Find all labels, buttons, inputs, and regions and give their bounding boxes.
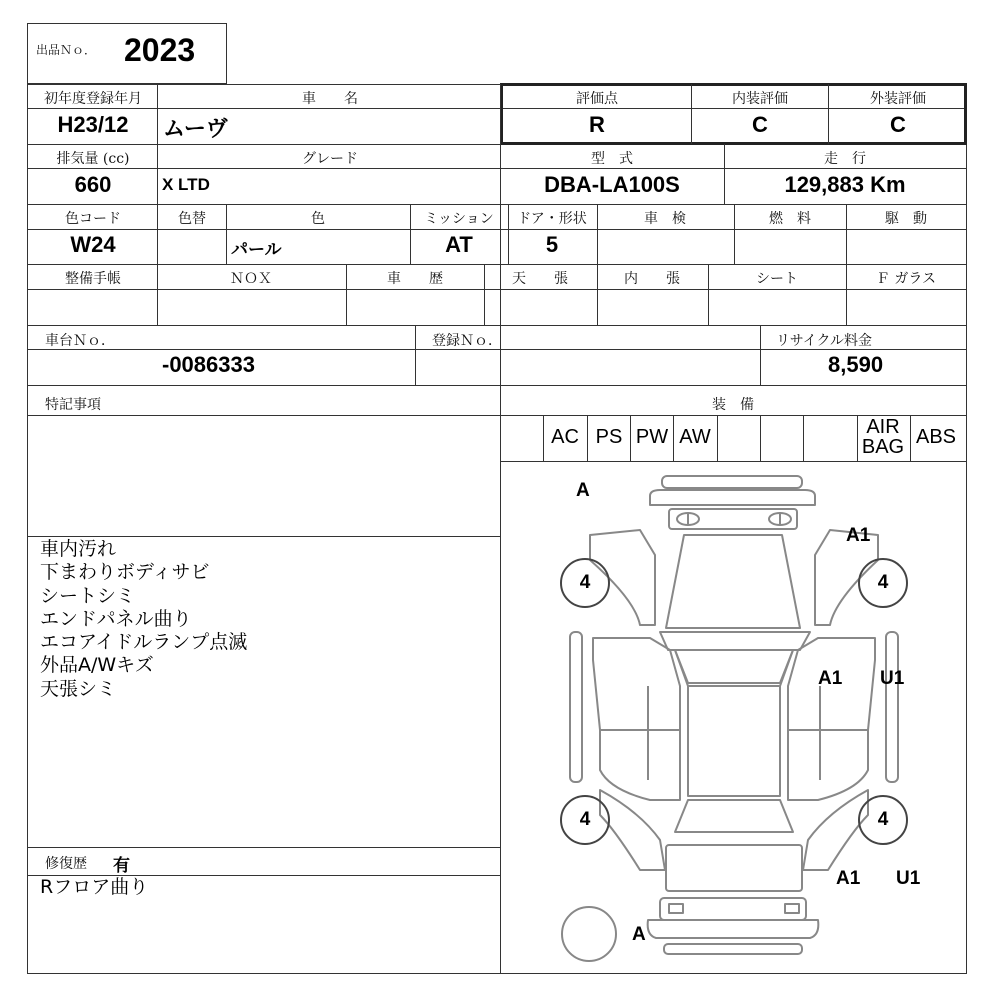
mark-right-front-door-2: U1 [880,668,905,689]
car-diagram [500,461,967,974]
remark-line: 天張シミ [40,677,117,700]
exterior-value: C [890,112,906,137]
divider [346,264,347,325]
divider [543,415,544,461]
grade-value: X LTD [162,175,210,194]
divider [157,144,158,204]
fuel-label: 燃 料 [769,211,811,227]
repair-value: 有 [113,856,130,875]
recycle-value: 8,590 [828,352,884,377]
equipment-abs: ABS [915,426,957,448]
repair-note: Rフロア曲り [40,876,149,898]
divider [760,415,761,461]
divider [803,415,804,461]
divider [846,204,847,264]
inner-label: 内 張 [624,271,680,287]
equipment-aw: AW [679,426,711,448]
divider [27,385,967,386]
divider [27,204,967,205]
first-reg-label: 初年度登録年月 [44,91,142,107]
divider [157,204,158,264]
maintenance-label: 整備手帳 [65,271,121,287]
divider [846,264,847,325]
mileage-value: 129,883 Km [784,172,906,197]
nox-label: ＮＯＸ [230,271,272,287]
color-value: パール [231,240,282,259]
fglass-label: Ｆ ガラス [875,271,937,287]
equipment-ac: AC [551,426,579,448]
divider [828,84,829,144]
remarks-list [40,538,247,701]
divider [157,264,158,325]
divider [760,325,761,385]
history-label: 車 歴 [387,271,443,287]
equipment-airbag: AIR BAG [861,416,905,458]
divider [27,415,967,416]
repair-label: 修復歴 [45,856,87,872]
car-name-label: 車 名 [302,91,358,107]
mark-rear: A [632,924,646,945]
equipment-pw: PW [635,426,669,448]
mark-right-rear: A1 [836,868,861,889]
divider [27,325,967,326]
divider [226,204,227,264]
divider [587,415,588,461]
color-label: 色 [311,211,325,227]
equipment-label: 装 備 [712,397,754,413]
drive-label: 駆 動 [885,211,927,227]
door-value: 5 [545,232,559,257]
divider [630,415,631,461]
mission-value: AT [445,232,473,257]
remark-line: エンドパネル曲り [40,607,192,630]
remark-line: エコアイドルランプ点滅 [40,631,248,654]
divider [157,84,158,144]
remark-line: 車内汚れ [40,538,117,560]
color-code-label: 色コード [65,211,121,227]
first-reg-value: H23/12 [57,112,129,137]
exterior-label: 外装評価 [870,91,926,107]
divider [673,415,674,461]
tire-front-left: 4 [560,558,610,608]
divider [27,536,500,537]
lot-label: 出品Ｎｏ． [36,43,97,57]
mark-right-front-fender: A1 [846,525,871,546]
equipment-ps: PS [595,426,623,448]
interior-value: C [752,112,768,137]
roof-label: 天 張 [512,271,568,287]
divider [484,264,485,325]
mission-label: ミッション [424,211,494,227]
remark-line: 下まわりボディサビ [40,561,210,584]
divider [27,168,967,169]
displacement-value: 660 [74,172,112,197]
recycle-label: リサイクル料金 [776,333,873,349]
divider [708,264,709,325]
divider [508,204,509,264]
score-label: 評価点 [576,91,618,107]
divider [27,264,967,265]
color-code-value: W24 [70,232,116,257]
mark-right-front-door: A1 [818,668,843,689]
displacement-label: 排気量 (cc) [56,151,130,167]
chassis-value: -0086333 [162,352,255,377]
remark-line: シートシミ [40,584,136,607]
remarks-label: 特記事項 [45,397,101,413]
divider [27,289,967,290]
divider [597,204,598,264]
registration-label: 登録Ｎｏ． [432,333,502,349]
divider [857,415,858,461]
divider [910,415,911,461]
divider [27,229,967,230]
mark-front: A [576,480,590,501]
seat-label: シート [756,271,798,287]
grade-label: グレード [302,151,358,167]
color-change-label: 色替 [178,211,206,227]
divider [734,204,735,264]
car-name-value: ムーヴ [163,116,228,141]
mark-right-rear-2: U1 [896,868,921,889]
divider [415,325,416,385]
inspection-label: 車 検 [644,211,686,227]
chassis-label: 車台Ｎｏ． [45,333,115,349]
tire-rear-left: 4 [560,795,610,845]
divider [597,264,598,325]
interior-label: 内装評価 [732,91,788,107]
door-label: ドア・形状 [517,211,587,227]
divider [724,144,725,204]
remark-line: 外品A/Wキズ [40,654,154,677]
divider [410,204,411,264]
divider [717,415,718,461]
tire-front-right: 4 [858,558,908,608]
model-value: DBA-LA100S [544,172,680,197]
score-value: R [589,112,605,137]
divider [691,84,692,144]
divider [27,847,500,848]
model-label: 型 式 [591,151,633,167]
lot-number: 2023 [124,32,196,68]
tire-rear-right: 4 [858,795,908,845]
mileage-label: 走 行 [824,151,866,167]
